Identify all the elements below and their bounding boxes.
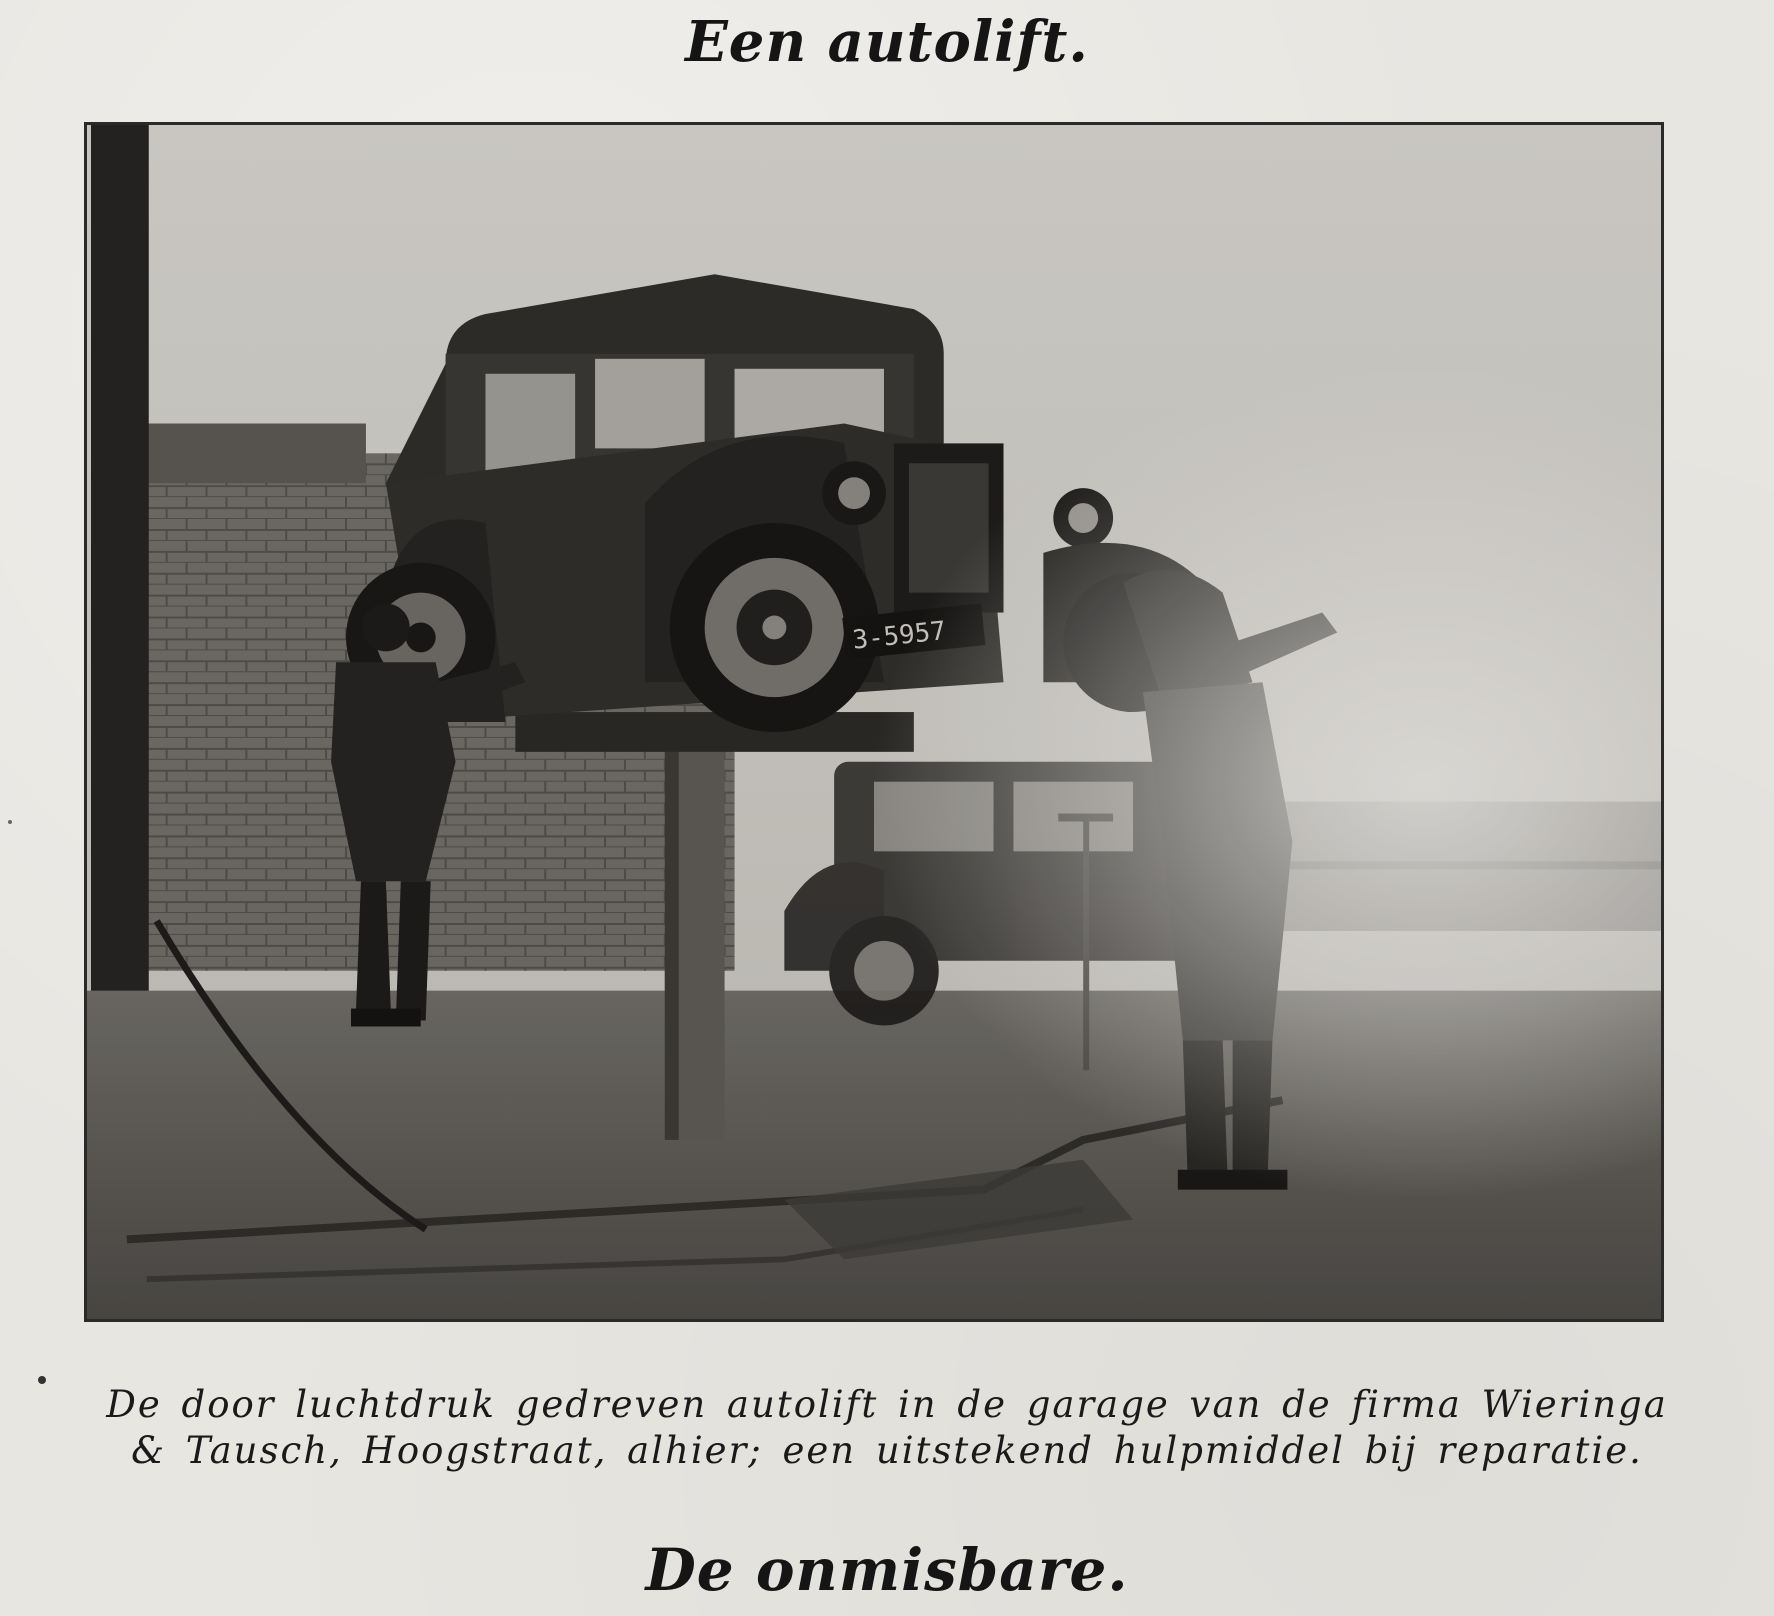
photo-caption: [100, 1382, 1674, 1474]
article-heading: Een autolift.: [685, 9, 1089, 75]
next-article-heading: De onmisbare.: [645, 1536, 1129, 1604]
ink-speck: [8, 820, 12, 824]
caption-line: De door luchtdruk gedreven autolift in de garage van de firma Wieringa: [106, 1383, 1668, 1426]
ink-speck: [38, 1376, 46, 1384]
caption-line: & Tausch, Hoogstraat, alhier; een uitstekend hulpmiddel bij reparatie.: [131, 1429, 1643, 1472]
photograph-autolift: [84, 122, 1664, 1322]
